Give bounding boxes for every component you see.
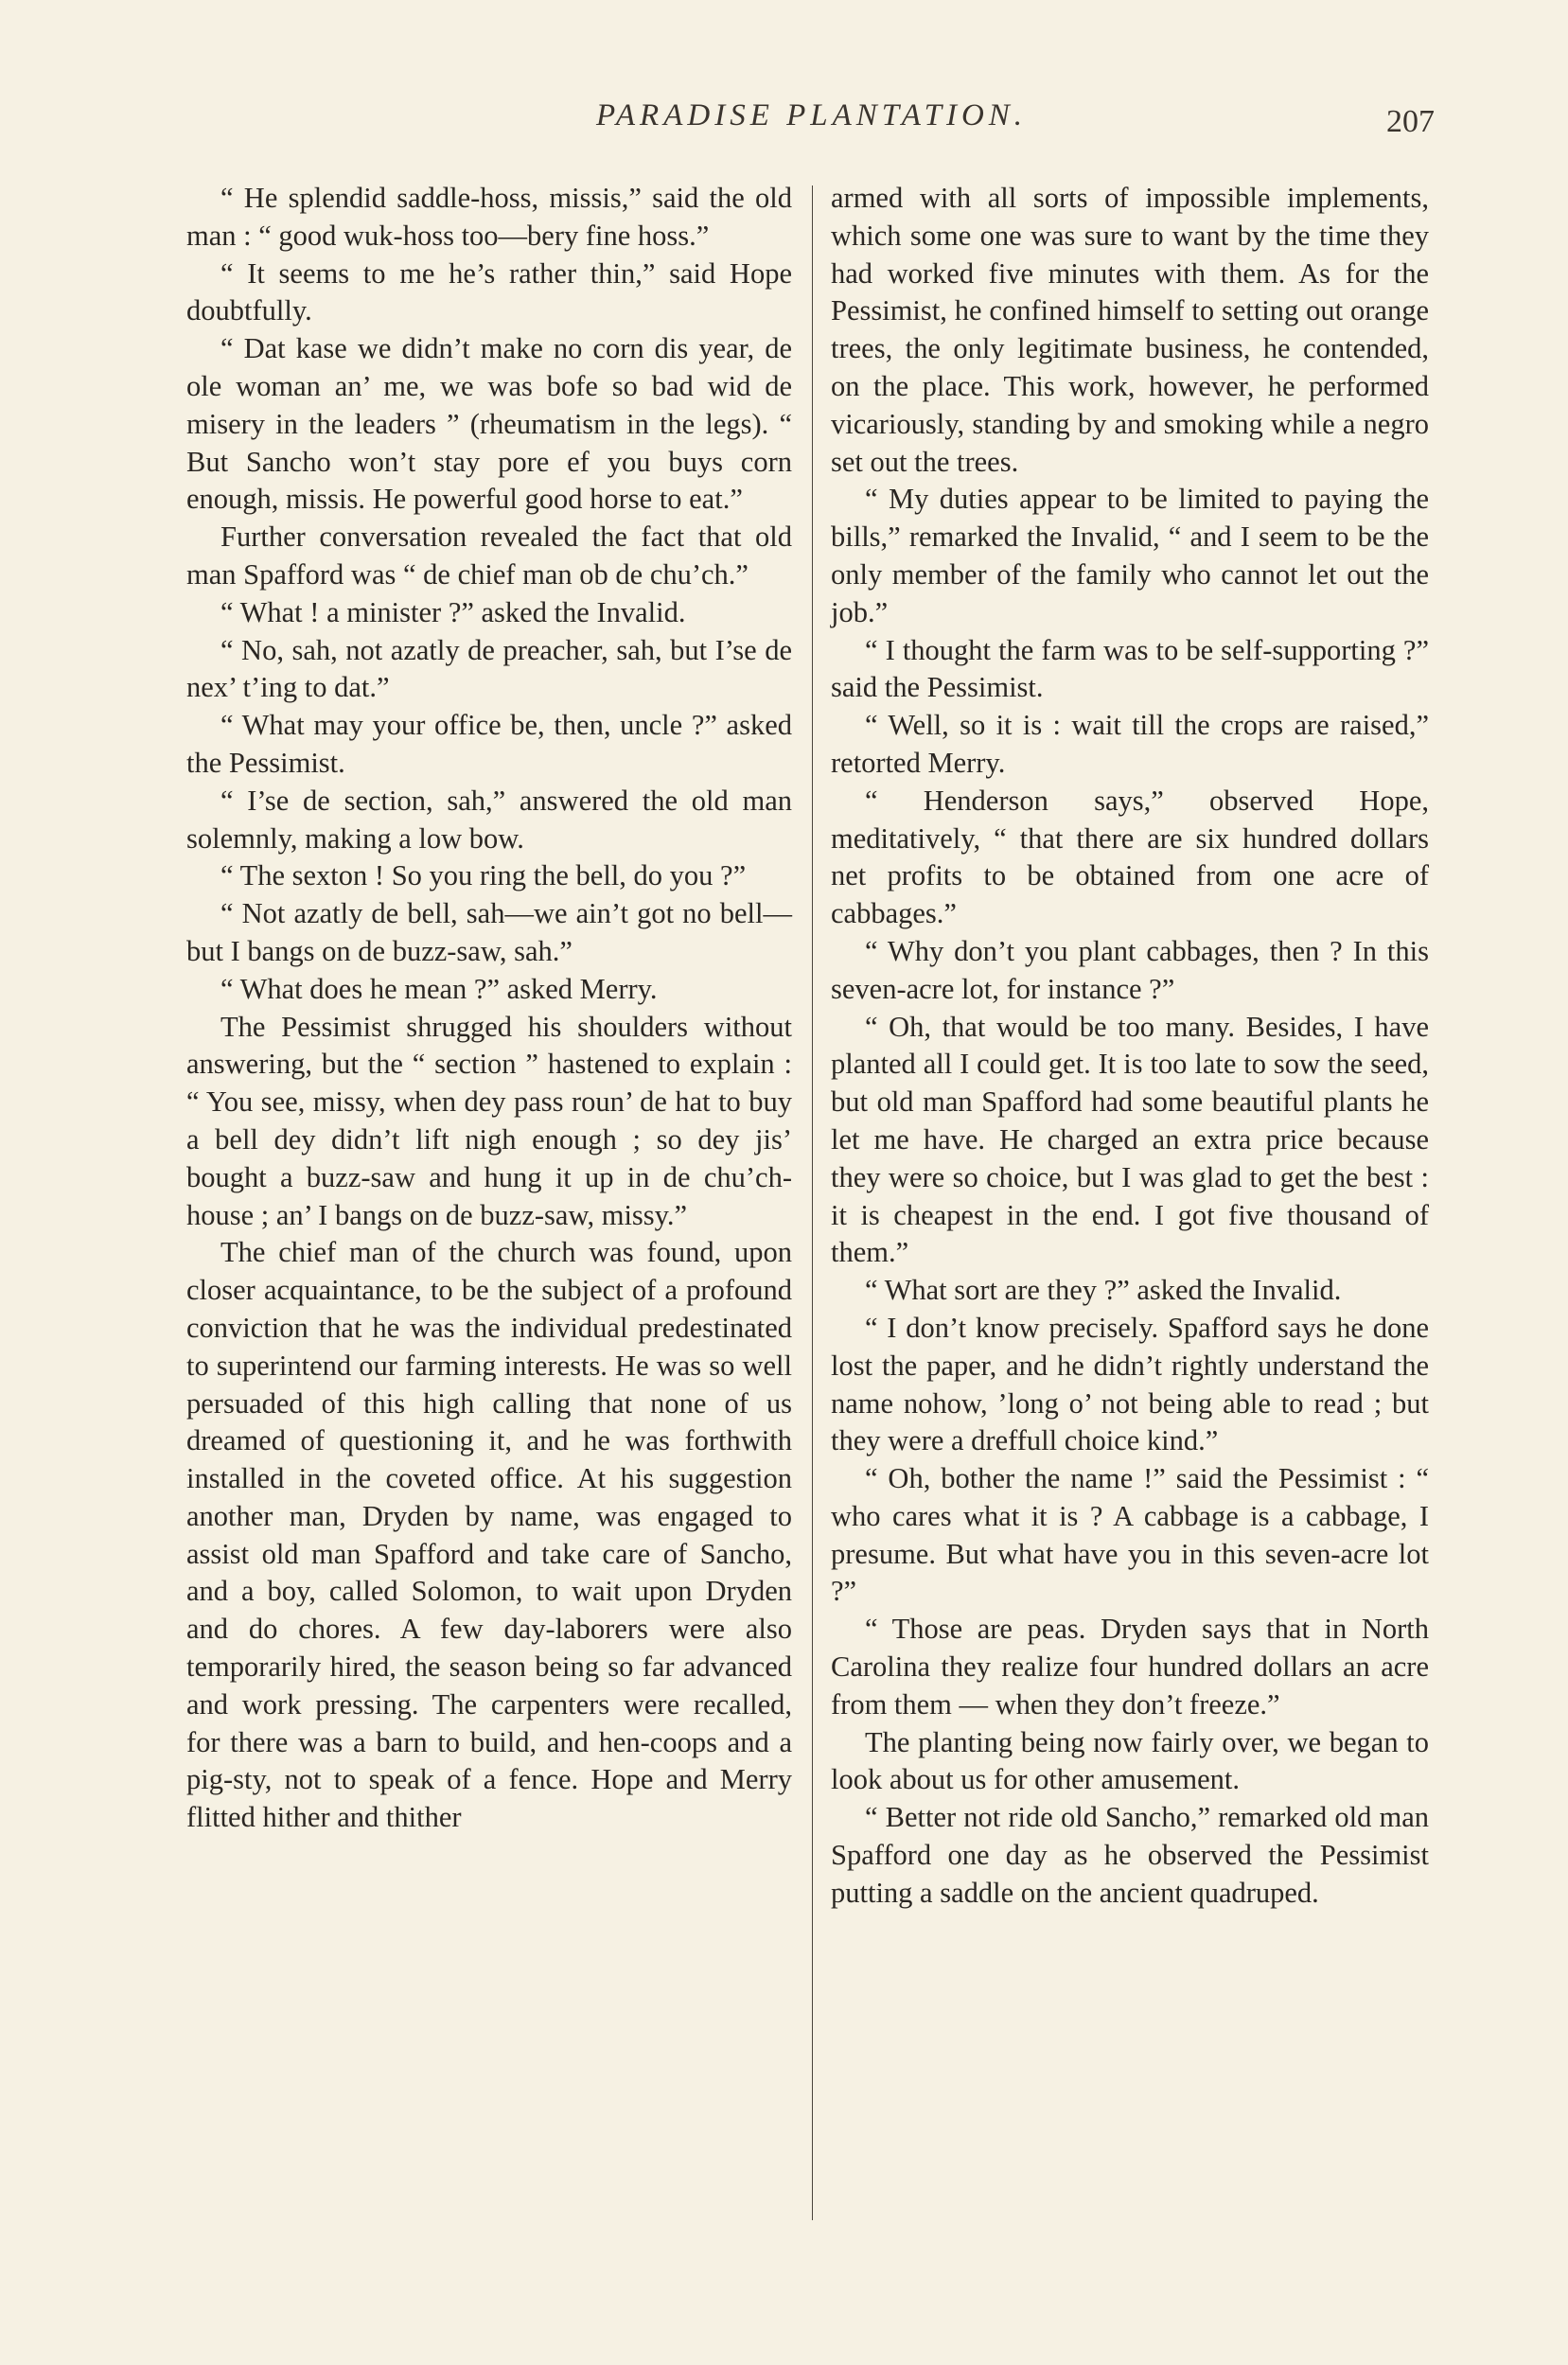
paragraph: The Pessimist shrugged his shoulders without answering, but the “ section ” hastened to explain : “ You see, missy, when dey pass roun’ de hat to buy a bell dey didn’t lift nigh enough ; so dey jis’ bought a buzz-saw and hung it up in de chu’ch-house ; an’ I bangs on de buzz-saw, missy.” xyxy=(186,1010,792,1231)
right-column xyxy=(831,180,1429,1913)
paragraph: “ The sexton ! So you ring the bell, do you ?” xyxy=(220,859,747,892)
paragraph: “ Not azatly de bell, sah—we ain’t got no bell—but I bangs on de buzz-saw, sah.” xyxy=(186,897,792,967)
paragraph: “ Better not ride old Sancho,” remarked old man Spafford one day as he observed the Pessimist putting a saddle on the ancient quadruped. xyxy=(831,1801,1429,1909)
running-title: PARADISE PLANTATION. xyxy=(596,98,1028,132)
paragraph: “ What ! a minister ?” asked the Invalid. xyxy=(220,595,686,628)
paragraph-continuation: armed with all sorts of impossible implements, which some one was sure to want by the time they had worked five minutes with them. As for the Pessimist, he confined himself to setting out orange trees, the only legitimate business, he contended, on the place. This work, however, he performed vicariously, standing by and smoking while a negro set out the trees. xyxy=(831,182,1429,478)
paragraph: “ No, sah, not azatly de preacher, sah, but I’se de nex’ t’ing to dat.” xyxy=(186,633,792,704)
left-column xyxy=(186,180,792,1837)
paragraph: “ It seems to me he’s rather thin,” said Hope doubtfully. xyxy=(186,256,792,327)
paragraph: “ I don’t know precisely. Spafford says he done lost the paper, and he didn’t rightly understand the name nohow, ’long o’ not being able to read ; but they were a dreffull choice kind.” xyxy=(831,1311,1429,1457)
paragraph: The chief man of the church was found, upon closer acquaintance, to be the subject of a profound conviction that he was the individual predestinated to superintend our farming interests. He was so well persuaded of this high calling that none of us dreamed of questioning it, and he was forthwith installed in the coveted office. At his suggestion another man, Dryden by name, was engaged to assist old man Spafford and take care of Sancho, and a boy, called Solomon, to wait upon Dryden and do chores. A few day-laborers were also temporarily hired, the season being so far advanced and work pressing. The carpenters were recalled, for there was a barn to build, and hen-coops and a pig-sty, not to speak of a fence. Hope and Merry flitted hither and thither xyxy=(186,1236,792,1834)
column-divider xyxy=(812,185,813,2220)
paragraph: Further conversation revealed the fact that old man Spafford was “ de chief man ob de chu’ch.” xyxy=(186,521,792,591)
paragraph: “ I thought the farm was to be self-supporting ?” said the Pessimist. xyxy=(831,633,1429,704)
paragraph: “ Henderson says,” observed Hope, meditatively, “ that there are six hundred dollars net profits to be obtained from one acre of cabbages.” xyxy=(831,784,1429,930)
paragraph: “ Why don’t you plant cabbages, then ? In this seven-acre lot, for instance ?” xyxy=(831,934,1429,1005)
paragraph: “ Oh, that would be too many. Besides, I have planted all I could get. It is too late to sow the seed, but old man Spafford had some beautiful plants he let me have. He charged an extra price because they were so choice, but I was glad to get the best : it is cheapest in the end. I got five thousand of them.” xyxy=(831,1010,1429,1269)
paragraph: “ What may your office be, then, uncle ?” asked the Pessimist. xyxy=(186,709,792,779)
page-number: 207 xyxy=(1386,104,1435,139)
paragraph: “ Dat kase we didn’t make no corn dis year, de ole woman an’ me, we was bofe so bad wid de misery in the leaders ” (rheumatism in the legs). “ But Sancho won’t stay pore ef you buys corn enough, missis. He powerful good horse to eat.” xyxy=(186,332,792,516)
paragraph: “ What sort are they ?” asked the Invalid. xyxy=(865,1274,1342,1307)
paragraph: “ What does he mean ?” asked Merry. xyxy=(220,972,658,1005)
paragraph: “ He splendid saddle-hoss, missis,” said the old man : “ good wuk-hoss too—bery fine hoss.” xyxy=(186,182,792,252)
paragraph: “ My duties appear to be limited to paying the bills,” remarked the Invalid, “ and I seem to be the only member of the family who cannot let out the job.” xyxy=(831,483,1429,628)
paragraph: “ Those are peas. Dryden says that in North Carolina they realize four hundred dollars an acre from them — when they don’t freeze.” xyxy=(831,1613,1429,1721)
paragraph: The planting being now fairly over, we began to look about us for other amusement. xyxy=(831,1725,1429,1796)
paragraph: “ I’se de section, sah,” answered the old man solemnly, making a low bow. xyxy=(186,784,792,855)
paragraph: “ Oh, bother the name !” said the Pessimist : “ who cares what it is ? A cabbage is a cabbage, I presume. But what have you in this seven-acre lot ?” xyxy=(831,1462,1429,1608)
paragraph: “ Well, so it is : wait till the crops are raised,” retorted Merry. xyxy=(831,709,1429,779)
